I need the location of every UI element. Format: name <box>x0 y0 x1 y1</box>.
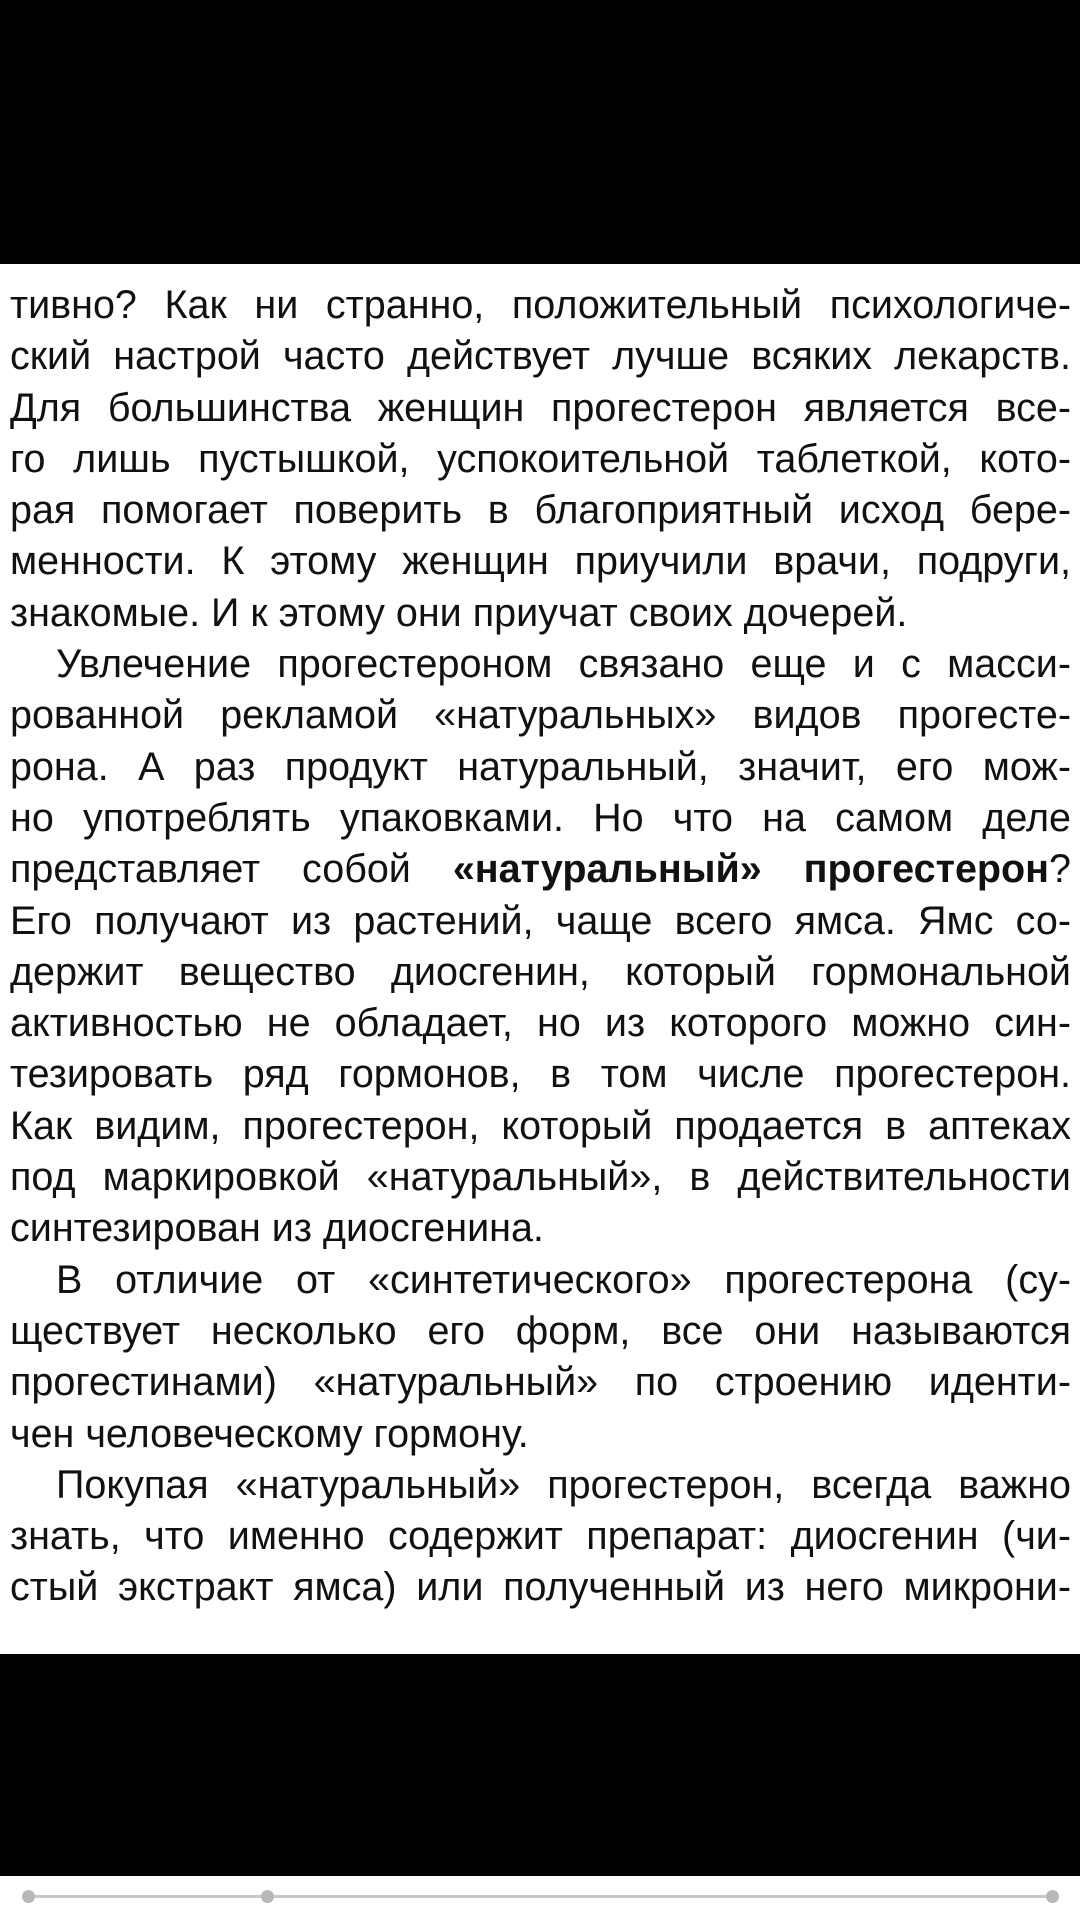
text-line: держит вещество диосгенин, который гормональной <box>10 949 1071 994</box>
text-line: Его получают из растений, чаще всего ямса. Ямс со- <box>10 898 1071 943</box>
scrubber-end-marker <box>1046 1890 1059 1903</box>
text-line: Для большинства женщин прогестерон является все- <box>10 385 1071 430</box>
text-line: го лишь пустышкой, успокоительной таблеткой, кото- <box>10 436 1071 481</box>
text-line: ский настрой часто действует лучше всяких лекарств. <box>10 334 1071 379</box>
text-line: ществует несколько его форм, все они называются <box>10 1308 1071 1353</box>
scrubber-track[interactable] <box>28 1895 1052 1898</box>
text-line: рая помогает поверить в благоприятный исход бере- <box>10 488 1071 533</box>
text-line: знакомые. И к этому они приучат своих дочерей. <box>10 590 908 635</box>
text-line: Покупая «натуральный» прогестерон, всегда важно <box>56 1462 1071 1507</box>
text-line: прогестинами) «натуральный» по строению иденти- <box>10 1360 1071 1405</box>
text-line: Как видим, прогестерон, который продается в аптеках <box>10 1103 1071 1148</box>
text-line: активностью не обладает, но из которого можно син- <box>10 1001 1071 1046</box>
text-line: знать, что именно содержит препарат: диосгенин (чи- <box>10 1514 1071 1559</box>
page-scrubber[interactable] <box>0 1876 1080 1920</box>
bold-term: «натуральный» прогестерон <box>452 847 1050 892</box>
text-segment: ? <box>1049 847 1071 892</box>
text-line: стый экстракт ямса) или полученный из него микрони- <box>10 1565 1071 1610</box>
text-line: рона. А раз продукт натуральный, значит, его мож- <box>10 744 1071 789</box>
text-line: менности. К этому женщин приучили врачи, подруги, <box>10 539 1071 584</box>
scrubber-start-marker <box>22 1890 35 1903</box>
text-line: тезировать ряд гормонов, в том числе прогестерон. <box>10 1052 1071 1097</box>
book-page[interactable] <box>0 264 1080 1654</box>
top-letterbox <box>0 0 1080 264</box>
text-line <box>10 844 1071 895</box>
bottom-letterbox <box>0 1654 1080 1876</box>
text-line: рованной рекламой «натуральных» видов прогесте- <box>10 693 1071 738</box>
text-line: чен человеческому гормону. <box>10 1411 529 1456</box>
scrubber-thumb[interactable] <box>261 1890 274 1903</box>
text-line: тивно? Как ни странно, положительный психологиче- <box>10 283 1071 327</box>
text-segment: представляет собой <box>10 847 453 892</box>
text-line: под маркировкой «натуральный», в действительности <box>10 1155 1071 1200</box>
text-line: В отличие от «синтетического» прогестерона (су- <box>56 1257 1071 1302</box>
text-line: синтезирован из диосгенина. <box>10 1206 544 1251</box>
text-line: Увлечение прогестероном связано еще и с масси- <box>56 642 1071 687</box>
text-line: но употреблять упаковками. Но что на самом деле <box>10 795 1071 840</box>
page-text <box>10 280 1071 1614</box>
